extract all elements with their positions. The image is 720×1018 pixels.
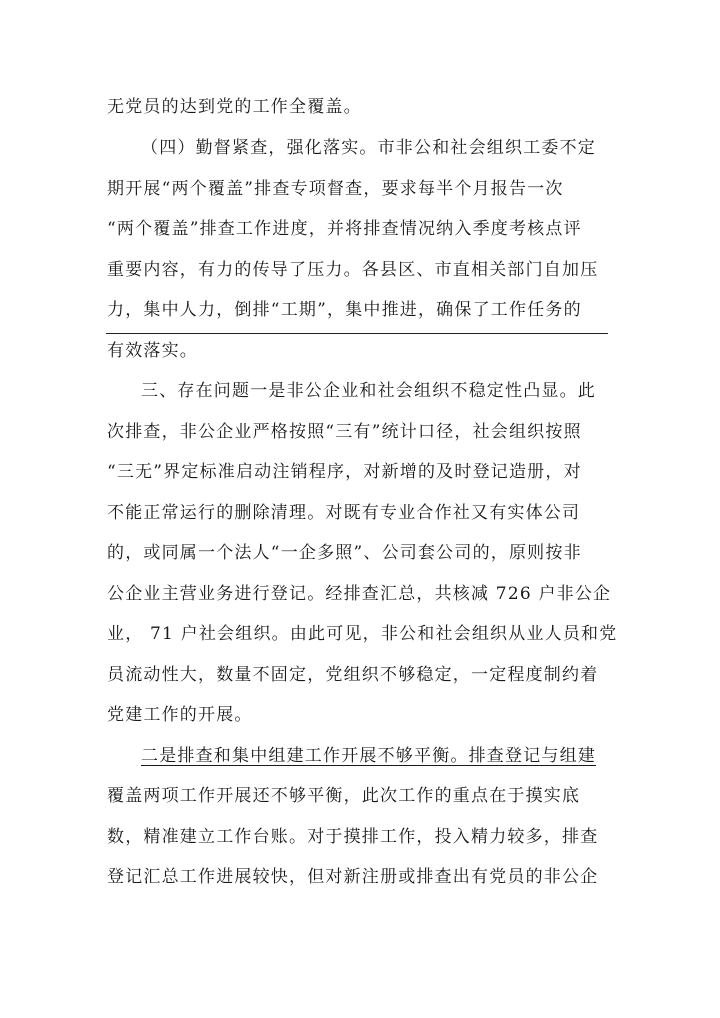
paragraph-2-line-3: “两个覆盖”排查工作进度，并将排查情况纳入季度考核点评 — [107, 219, 582, 239]
paragraph-2-line-6: 有效落实。 — [107, 341, 198, 361]
horizontal-rule — [106, 333, 608, 334]
paragraph-3-line-3: “三无”界定标准启动注销程序，对新增的及时登记造册，对 — [107, 462, 582, 482]
paragraph-3-line-1: 三、存在问题一是非公企业和社会组织不稳定性凸显。此 — [141, 381, 596, 401]
paragraph-3-line-7: 业， 71 户社会组织。由此可见，非公和社会组织从业人员和党 — [107, 624, 618, 644]
paragraph-2-line-4: 重要内容，有力的传导了压力。各县区、市直相关部门自加压 — [107, 260, 599, 280]
paragraph-2-line-2: 期开展“两个覆盖”排查专项督查，要求每半个月报告一次 — [107, 179, 564, 199]
paragraph-2-line-1: （四）勤督紧查，强化落实。市非公和社会组织工委不定 — [141, 138, 596, 158]
paragraph-3-line-8: 员流动性大，数量不固定，党组织不够稳定，一定程度制约着 — [107, 665, 599, 685]
paragraph-3-line-6: 公企业主营业务进行登记。经排查汇总，共核减 726 户非公企 — [107, 584, 612, 604]
paragraph-3-line-9: 党建工作的开展。 — [107, 705, 253, 725]
paragraph-3-line-2: 次排查，非公企业严格按照“三有”统计口径，社会组织按照 — [107, 422, 582, 442]
paragraph-4-line-3: 数，精准建立工作台账。对于摸排工作，投入精力较多，排查 — [107, 827, 599, 847]
paragraph-2-line-5: 力，集中人力，倒排“工期”，集中推进，确保了工作任务的 — [107, 300, 582, 320]
paragraph-3-line-4: 不能正常运行的删除清理。对既有专业合作社又有实体公司 — [107, 503, 581, 523]
paragraph-1-line-1: 无党员的达到党的工作全覆盖。 — [107, 97, 362, 117]
paragraph-4-line-1: 二是排查和集中组建工作开展不够平衡。排查登记与组建 — [141, 746, 596, 766]
paragraph-4-line-4: 登记汇总工作进展较快，但对新注册或排查出有党员的非公企 — [107, 867, 599, 887]
paragraph-4-line-2: 覆盖两项工作开展还不够平衡，此次工作的重点在于摸实底 — [107, 786, 581, 806]
paragraph-3-line-5: 的，或同属一个法人“一企多照”、公司套公司的，原则按非 — [107, 543, 582, 563]
